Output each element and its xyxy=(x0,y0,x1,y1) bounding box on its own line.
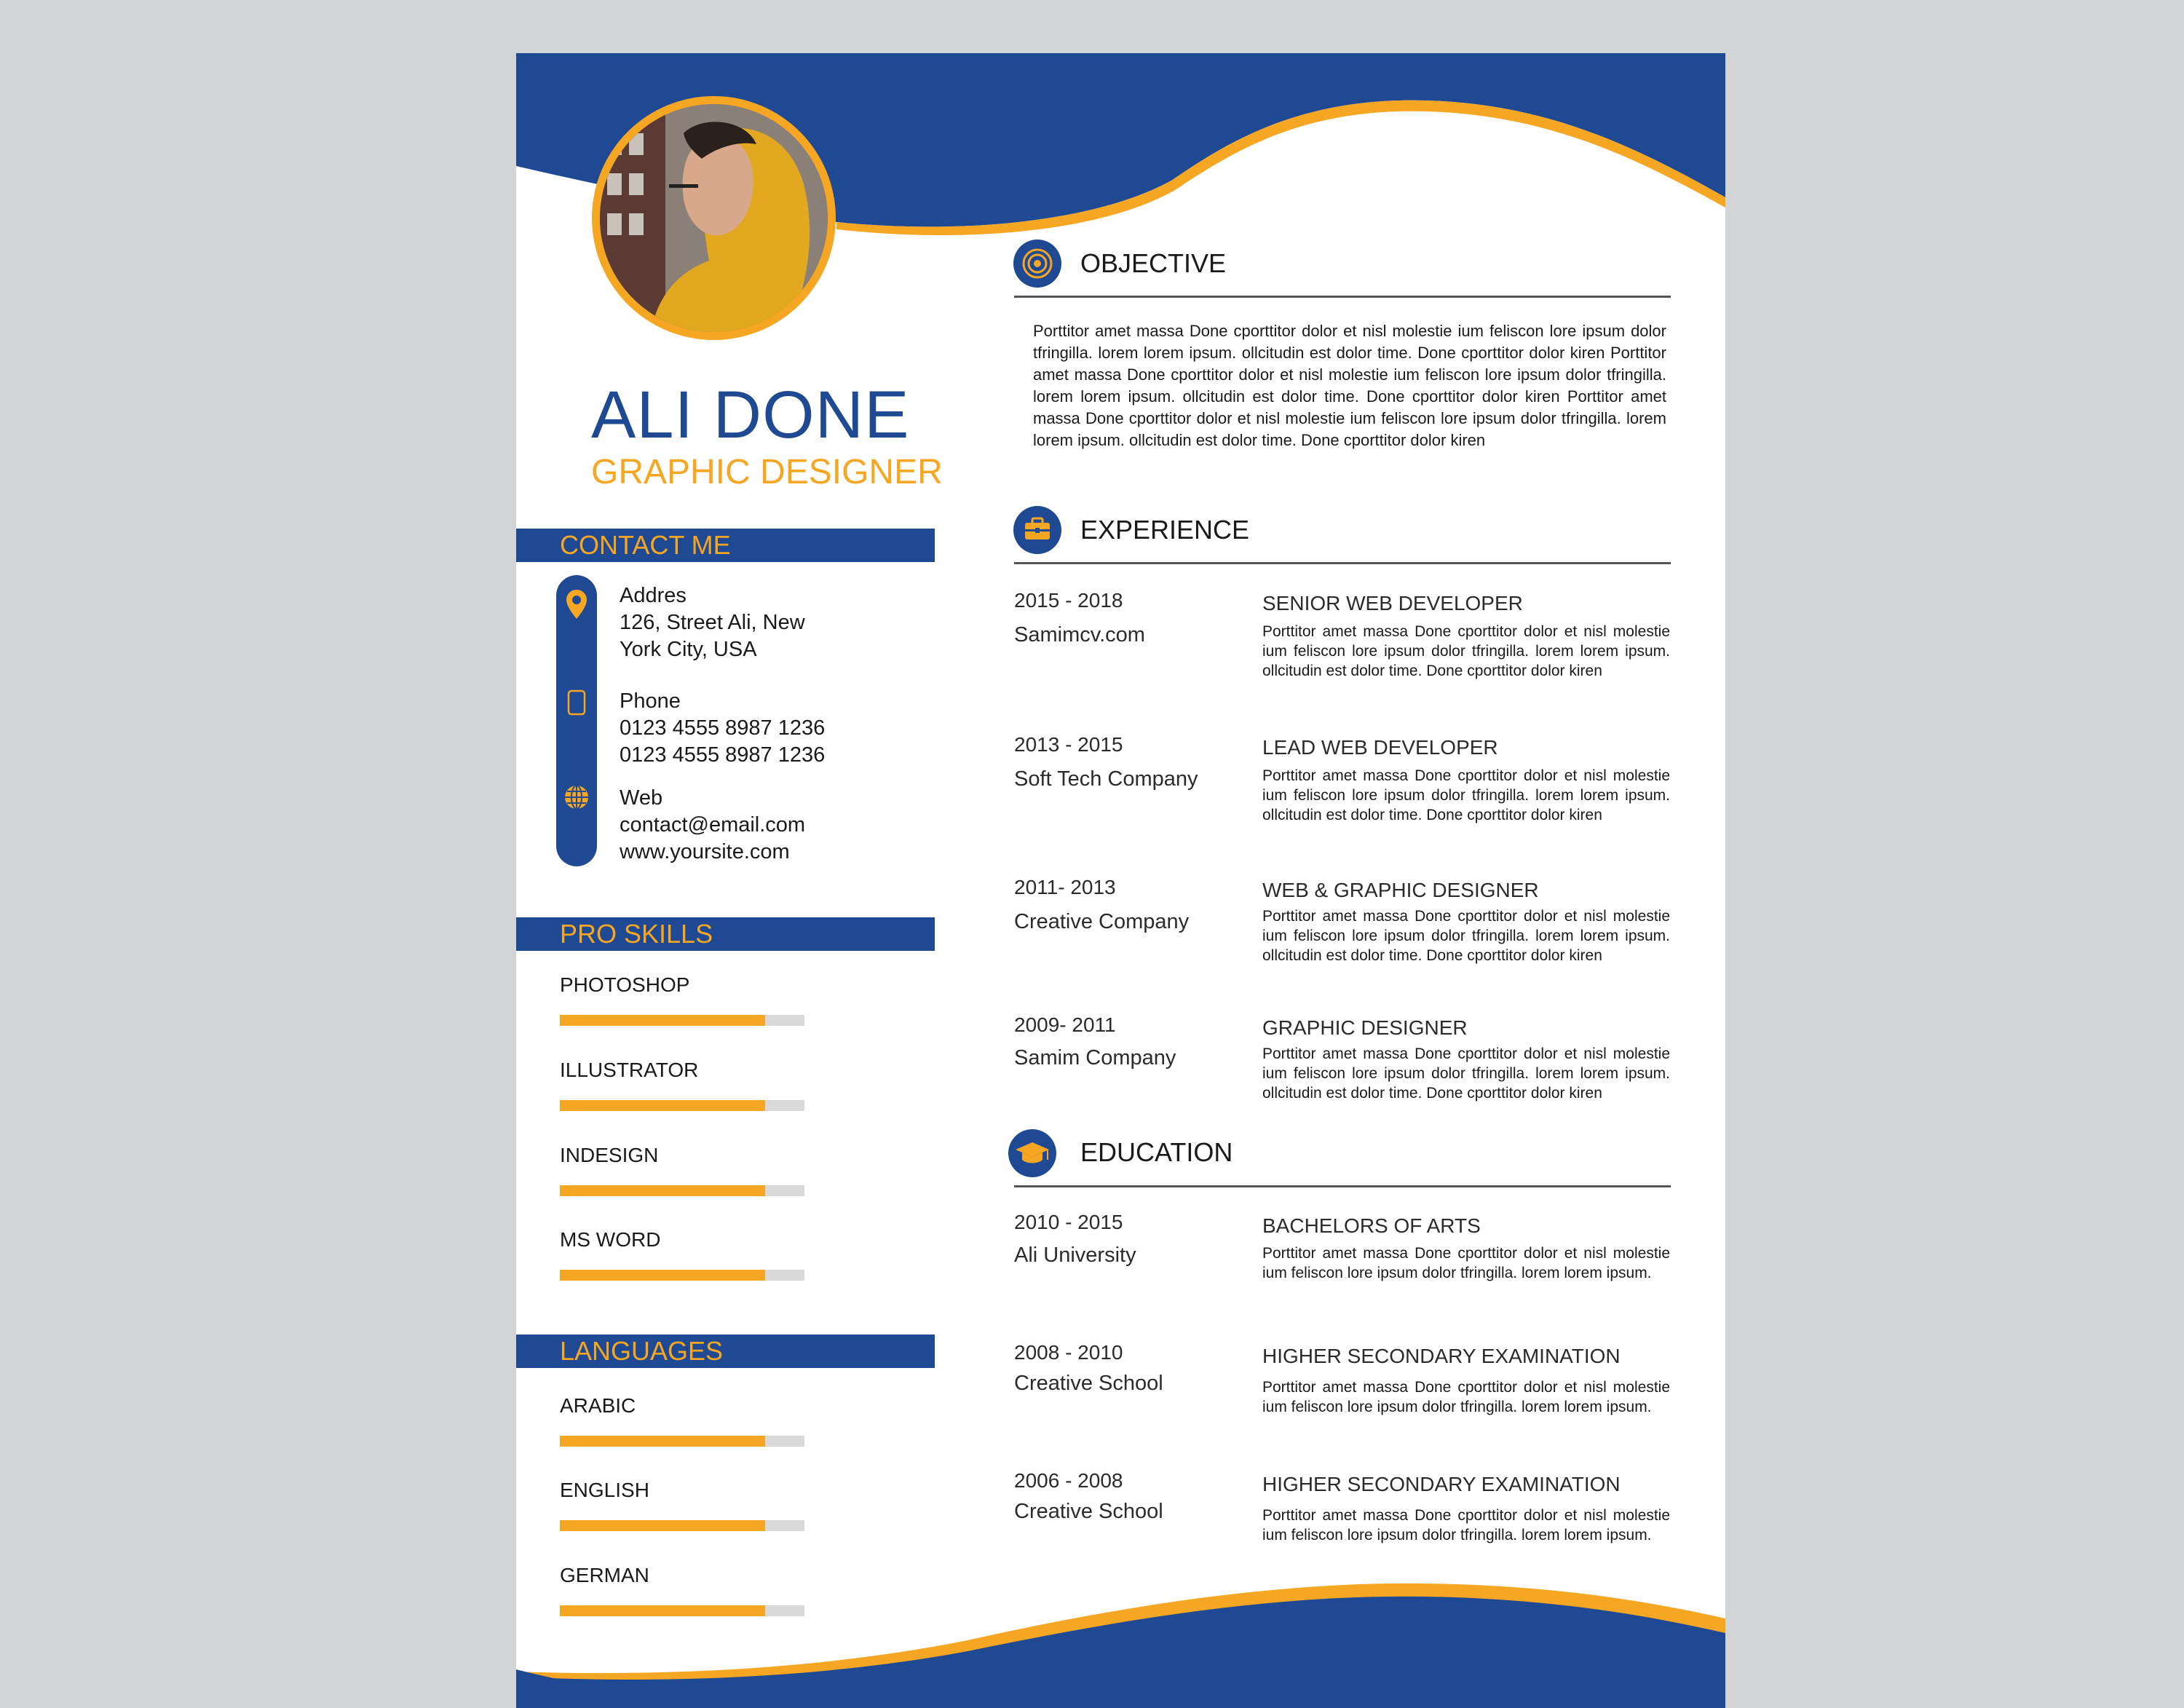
experience-description: Porttitor amet massa Done cporttitor dolor et nisl molestie ium feliscon lore ipsum dolor tfringilla. lorem lorem ipsum. ollcitudin est dolor time. Done cporttitor dolor kiren xyxy=(1262,623,1670,679)
language-bar xyxy=(560,1605,804,1616)
profile-photo-image xyxy=(600,104,828,332)
candidate-name: ALI DONE xyxy=(591,378,910,452)
objective-divider xyxy=(1014,296,1671,298)
contact-heading: CONTACT ME xyxy=(560,530,731,560)
education-school: Creative School xyxy=(1014,1372,1163,1395)
skill-bar xyxy=(560,1185,804,1196)
experience-description: Porttitor amet massa Done cporttitor dolor et nisl molestie ium feliscon lore ipsum dolor tfringilla. lorem lorem ipsum. ollcitudin est dolor time. Done cporttitor dolor kiren xyxy=(1262,767,1670,823)
skill-bar-fill xyxy=(560,1100,765,1111)
objective-text: Porttitor amet massa Done cporttitor dolor et nisl molestie ium feliscon lore ipsum dolor tfringilla. lorem lorem ipsum. ollcitudin est dolor time. Done cporttitor dolor kiren Porttitor amet massa Done cporttitor dolor et nisl molestie ium feliscon lore ipsum dolor tfringilla. lorem lorem ipsum. ollcitudin est dolor time. Done cporttitor dolor kiren Porttitor amet massa Done cporttitor dolor et nisl molestie ium feliscon lore ipsum dolor tfringilla. lorem lorem ipsum. ollcitudin est dolor time. Done cporttitor dolor kiren xyxy=(1033,322,1666,449)
objective-heading: OBJECTIVE xyxy=(1080,248,1227,278)
website-link[interactable]: www.yoursite.com xyxy=(620,840,790,863)
skills-heading-bar xyxy=(516,917,935,951)
languages-heading: LANGUAGES xyxy=(560,1336,724,1366)
experience-company: Creative Company xyxy=(1014,910,1190,933)
contact-heading-bar xyxy=(516,529,935,562)
phone-label: Phone xyxy=(620,689,681,713)
language-bar xyxy=(560,1436,804,1447)
candidate-title: GRAPHIC DESIGNER xyxy=(591,453,943,491)
email-link[interactable]: contact@email.com xyxy=(620,813,806,837)
experience-description: Porttitor amet massa Done cporttitor dolor et nisl molestie ium feliscon lore ipsum dolor tfringilla. lorem lorem ipsum. ollcitudin est dolor time. Done cporttitor dolor kiren xyxy=(1262,908,1670,964)
web-label: Web xyxy=(620,786,663,810)
education-description: Porttitor amet massa Done cporttitor dolor et nisl molestie ium feliscon lore ipsum dolor tfringilla. lorem lorem ipsum. xyxy=(1262,1245,1670,1281)
skill-name: ILLUSTRATOR xyxy=(560,1059,699,1081)
language-name: ARABIC xyxy=(560,1394,636,1417)
education-degree: HIGHER SECONDARY EXAMINATION xyxy=(1262,1345,1621,1367)
education-years: 2006 - 2008 xyxy=(1014,1469,1123,1492)
language-bar-fill xyxy=(560,1520,765,1531)
language-bar xyxy=(560,1520,804,1531)
graduation-cap-icon xyxy=(1008,1129,1056,1177)
skills-heading: PRO SKILLS xyxy=(560,919,713,949)
education-heading: EDUCATION xyxy=(1080,1137,1233,1167)
briefcase-icon xyxy=(1013,506,1061,554)
experience-description: Porttitor amet massa Done cporttitor dolor et nisl molestie ium feliscon lore ipsum dolor tfringilla. lorem lorem ipsum. ollcitudin est dolor time. Done cporttitor dolor kiren xyxy=(1262,1045,1670,1102)
skill-name: MS WORD xyxy=(560,1228,661,1251)
skill-bar-fill xyxy=(560,1015,765,1026)
experience-years: 2015 - 2018 xyxy=(1014,589,1123,612)
language-bar-fill xyxy=(560,1605,765,1616)
language-bar-fill xyxy=(560,1436,765,1447)
experience-role: LEAD WEB DEVELOPER xyxy=(1262,736,1498,759)
experience-years: 2011- 2013 xyxy=(1014,876,1116,898)
experience-role: WEB & GRAPHIC DESIGNER xyxy=(1262,879,1539,901)
skill-name: INDESIGN xyxy=(560,1144,659,1166)
languages-heading-bar xyxy=(516,1335,935,1368)
address-line-2: York City, USA xyxy=(620,638,757,661)
address-label: Addres xyxy=(620,584,687,607)
bottom-left-wave xyxy=(516,1618,1026,1708)
language-name: GERMAN xyxy=(560,1564,649,1586)
experience-company: Samim Company xyxy=(1014,1046,1176,1070)
location-pin-icon xyxy=(565,588,588,620)
language-name: ENGLISH xyxy=(560,1479,649,1501)
experience-role: SENIOR WEB DEVELOPER xyxy=(1262,592,1523,614)
contact-icon-rail xyxy=(556,575,597,866)
experience-divider xyxy=(1014,562,1671,564)
experience-years: 2013 - 2015 xyxy=(1014,733,1123,756)
education-description: Porttitor amet massa Done cporttitor dolor et nisl molestie ium feliscon lore ipsum dolor tfringilla. lorem lorem ipsum. xyxy=(1262,1507,1670,1543)
experience-role: GRAPHIC DESIGNER xyxy=(1262,1016,1468,1039)
phone-number-2: 0123 4555 8987 1236 xyxy=(620,743,826,767)
skill-bar-fill xyxy=(560,1185,765,1196)
globe-icon xyxy=(563,784,590,810)
skill-bar xyxy=(560,1100,804,1111)
resume-page xyxy=(516,53,1725,1708)
education-divider xyxy=(1014,1185,1671,1187)
experience-heading: EXPERIENCE xyxy=(1080,515,1250,545)
education-degree: BACHELORS OF ARTS xyxy=(1262,1214,1481,1237)
experience-company: Soft Tech Company xyxy=(1014,767,1198,791)
target-icon xyxy=(1013,240,1061,288)
address-line-1: 126, Street Ali, New xyxy=(620,611,805,634)
skill-bar xyxy=(560,1270,804,1281)
education-years: 2008 - 2010 xyxy=(1014,1341,1123,1364)
skill-name: PHOTOSHOP xyxy=(560,973,690,996)
phone-icon xyxy=(567,689,586,716)
experience-years: 2009- 2011 xyxy=(1014,1013,1116,1036)
education-description: Porttitor amet massa Done cporttitor dolor et nisl molestie ium feliscon lore ipsum dolor tfringilla. lorem lorem ipsum. xyxy=(1262,1379,1670,1415)
skill-bar-fill xyxy=(560,1270,765,1281)
education-school: Ali University xyxy=(1014,1244,1136,1267)
education-years: 2010 - 2015 xyxy=(1014,1211,1123,1233)
education-degree: HIGHER SECONDARY EXAMINATION xyxy=(1262,1473,1621,1495)
education-school: Creative School xyxy=(1014,1500,1163,1523)
profile-photo xyxy=(592,96,836,340)
skill-bar xyxy=(560,1015,804,1026)
experience-company: Samimcv.com xyxy=(1014,623,1145,647)
phone-number-1: 0123 4555 8987 1236 xyxy=(620,716,826,740)
